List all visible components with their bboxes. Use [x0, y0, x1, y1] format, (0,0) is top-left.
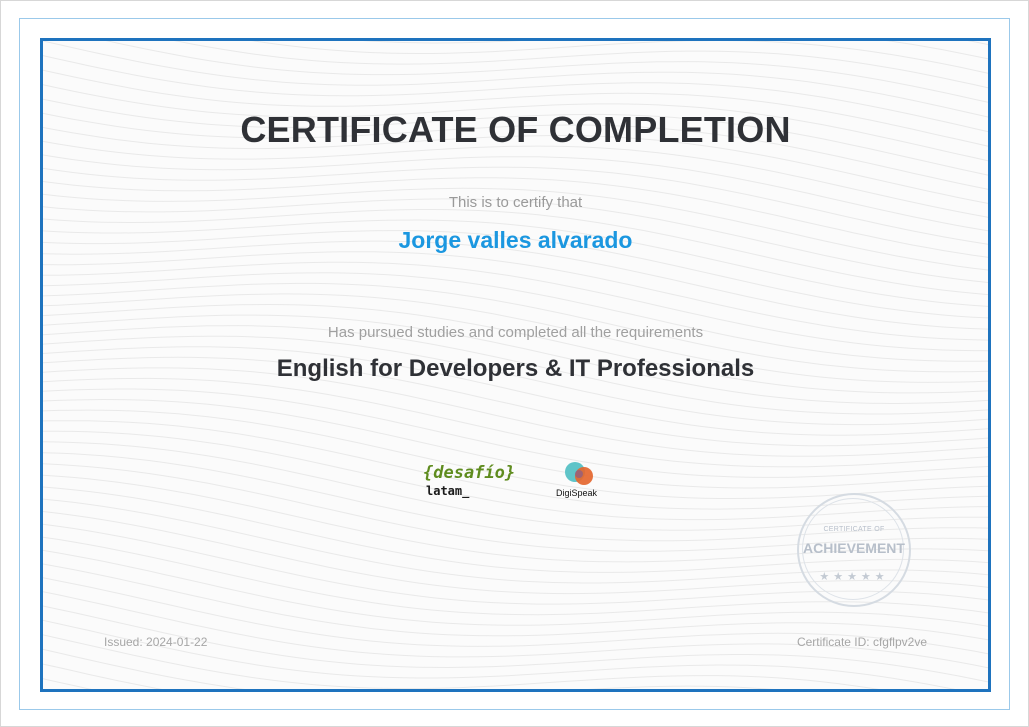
requirements-text: Has pursued studies and completed all the requirements	[327, 324, 704, 341]
desafio-logo-text: {desafío}	[423, 463, 516, 483]
seal-main-text: ACHIEVEMENT	[803, 540, 905, 556]
issued-date: Issued: 2024-01-22	[104, 635, 208, 649]
seal-top-text: CERTIFICATE OF	[823, 526, 885, 533]
latam-logo-text: latam_	[426, 484, 470, 498]
course-name: English for Developers & IT Professionals	[276, 355, 755, 382]
seal-stars-icon: ★★★★★	[819, 571, 889, 583]
digispeak-logo-text: DigiSpeak	[556, 488, 598, 498]
digispeak-logo	[554, 461, 604, 501]
certificate-frame	[40, 38, 991, 692]
recipient-name: Jorge valles alvarado	[398, 227, 633, 253]
certificate-id: Certificate ID: cfgflpv2ve	[796, 635, 927, 649]
desafio-latam-logo	[423, 463, 527, 503]
achievement-seal	[797, 493, 911, 607]
certificate-title: CERTIFICATE OF COMPLETION	[240, 109, 791, 150]
digispeak-bubbles-icon	[562, 461, 598, 489]
certify-text: This is to certify that	[448, 194, 583, 211]
